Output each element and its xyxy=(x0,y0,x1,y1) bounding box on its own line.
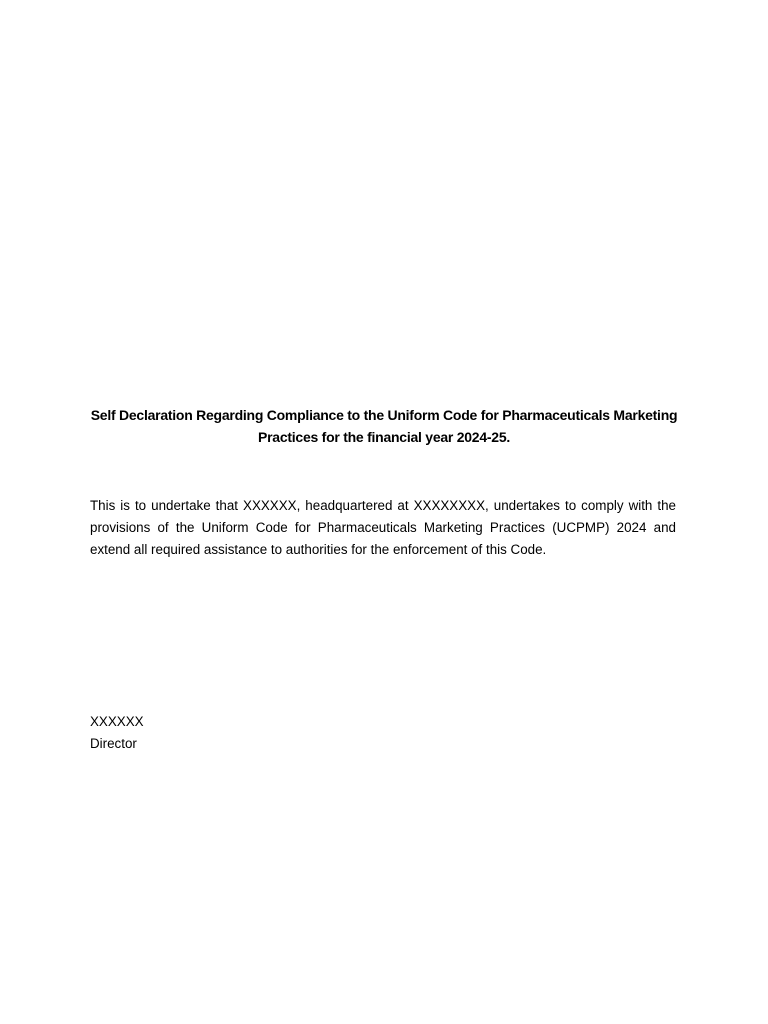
document-title xyxy=(90,404,678,448)
signature-block xyxy=(90,711,144,755)
title-line-1: Self Declaration Regarding Compliance to the Uniform Code for Pharmaceuticals Marketing xyxy=(90,407,678,423)
declaration-paragraph: This is to undertake that XXXXXX, headquartered at XXXXXXXX, undertakes to comply with the provisions of the Uniform Code for Pharmaceuticals Marketing Practices (UCPMP) 2024 and extend all required assistance to authorities for the enforcement of this Code. xyxy=(90,498,676,557)
title-line-2: Practices for the financial year 2024-25. xyxy=(258,429,510,445)
signatory-name: XXXXXX xyxy=(90,714,144,729)
signatory-designation: Director xyxy=(90,736,137,751)
